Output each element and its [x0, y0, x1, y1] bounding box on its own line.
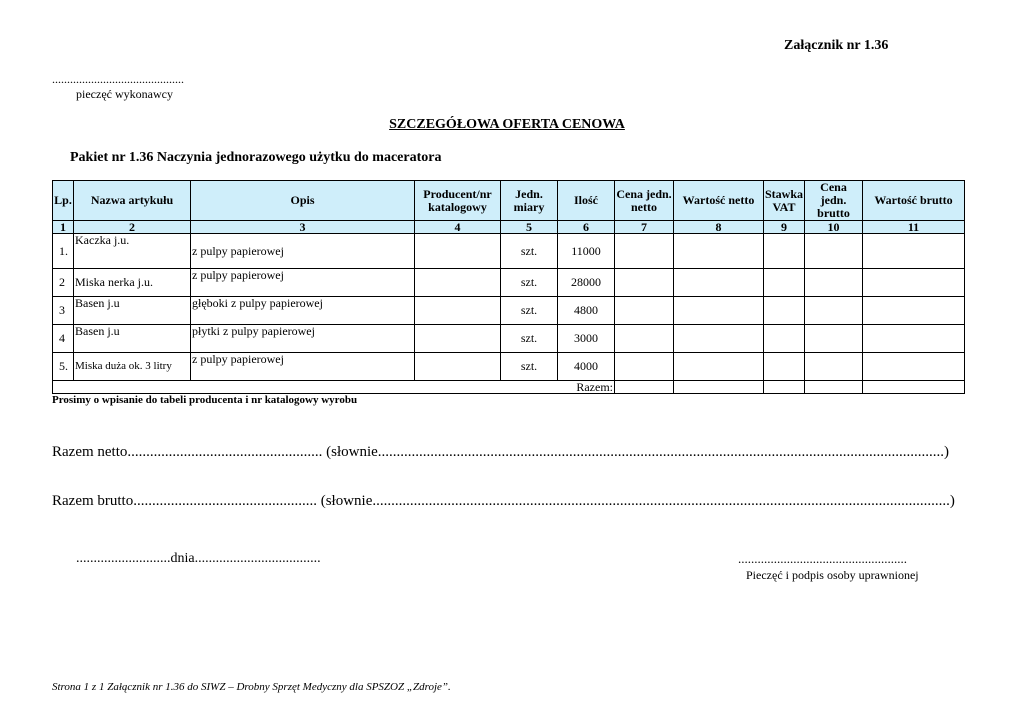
col-header-net-value: Wartość netto [674, 181, 764, 221]
column-number: 5 [501, 221, 558, 234]
row-qty: 3000 [558, 325, 615, 353]
row-gross-unit-price-cell[interactable] [805, 353, 863, 381]
row-net-value-cell[interactable] [674, 269, 764, 297]
col-header-qty: Ilość [558, 181, 615, 221]
row-qty: 11000 [558, 234, 615, 269]
table-row [53, 269, 965, 297]
document-title: SZCZEGÓŁOWA OFERTA CENOWA [389, 117, 625, 132]
row-vat-cell[interactable] [764, 234, 805, 269]
row-unit: szt. [501, 269, 558, 297]
col-header-gross-unit-price: Cena jedn. brutto [805, 181, 863, 221]
column-number: 9 [764, 221, 805, 234]
seal-label: pieczęć wykonawcy [76, 87, 173, 101]
row-vat-cell[interactable] [764, 325, 805, 353]
row-producer-cell[interactable] [415, 353, 501, 381]
package-title: Pakiet nr 1.36 Naczynia jednorazowego użytku do maceratora [70, 150, 442, 165]
column-number: 10 [805, 221, 863, 234]
row-desc: płytki z pulpy papierowej [191, 325, 415, 353]
row-vat-cell[interactable] [764, 353, 805, 381]
total-label: Razem: [53, 381, 615, 394]
column-number-row [53, 221, 965, 234]
page-footer: Strona 1 z 1 Załącznik nr 1.36 do SIWZ – Drobny Sprzęt Medyczny dla SPSZOZ „Zdroje”. [52, 681, 451, 693]
col-header-vat: Stawka VAT [764, 181, 805, 221]
table-row [53, 297, 965, 325]
row-desc: z pulpy papierowej [191, 234, 415, 269]
seal-signature-line: ............................................ [52, 72, 184, 86]
row-qty: 28000 [558, 269, 615, 297]
table-header-row [53, 181, 965, 221]
row-unit: szt. [501, 353, 558, 381]
table-row [53, 325, 965, 353]
row-desc: z pulpy papierowej [191, 353, 415, 381]
column-number: 7 [615, 221, 674, 234]
total-net-value-cell[interactable] [674, 381, 764, 394]
gross-total-line: Razem brutto................................................. (słownie..........................................................................................................................................................) [52, 493, 955, 509]
total-gross-unit-price-cell[interactable] [805, 381, 863, 394]
column-number: 6 [558, 221, 615, 234]
row-net-value-cell[interactable] [674, 234, 764, 269]
row-qty: 4800 [558, 297, 615, 325]
row-gross-value-cell[interactable] [863, 325, 965, 353]
row-net-value-cell[interactable] [674, 297, 764, 325]
row-gross-value-cell[interactable] [863, 297, 965, 325]
row-gross-unit-price-cell[interactable] [805, 234, 863, 269]
row-name: Miska duża ok. 3 litry [74, 353, 191, 381]
row-desc: z pulpy papierowej [191, 269, 415, 297]
row-unit-price-cell[interactable] [615, 325, 674, 353]
row-unit-price-cell[interactable] [615, 297, 674, 325]
instruction-note: Prosimy o wpisanie do tabeli producenta i nr katalogowy wyrobu [52, 394, 358, 406]
total-row [53, 381, 965, 394]
row-name: Miska nerka j.u. [74, 269, 191, 297]
column-number: 2 [74, 221, 191, 234]
row-gross-value-cell[interactable] [863, 269, 965, 297]
row-gross-value-cell[interactable] [863, 353, 965, 381]
col-header-lp: Lp. [53, 181, 74, 221]
row-gross-unit-price-cell[interactable] [805, 269, 863, 297]
table-row [53, 353, 965, 381]
col-header-unit-price: Cena jedn. netto [615, 181, 674, 221]
row-vat-cell[interactable] [764, 269, 805, 297]
row-producer-cell[interactable] [415, 325, 501, 353]
row-lp: 3 [53, 297, 74, 325]
attachment-number: Załącznik nr 1.36 [784, 38, 889, 53]
row-net-value-cell[interactable] [674, 353, 764, 381]
row-lp: 1. [53, 234, 74, 269]
column-number: 3 [191, 221, 415, 234]
signature-line: .................................................... [738, 551, 907, 566]
row-unit-price-cell[interactable] [615, 353, 674, 381]
table-row [53, 234, 965, 269]
col-header-producer: Producent/nr katalogowy [415, 181, 501, 221]
row-desc: głęboki z pulpy papierowej [191, 297, 415, 325]
row-name: Basen j.u [74, 325, 191, 353]
row-name: Basen j.u [74, 297, 191, 325]
net-total-line: Razem netto.................................................... (słownie.......................................................................................................................................................) [52, 444, 950, 460]
column-number: 1 [53, 221, 74, 234]
row-unit: szt. [501, 234, 558, 269]
row-producer-cell[interactable] [415, 234, 501, 269]
col-header-gross-value: Wartość brutto [863, 181, 965, 221]
row-unit: szt. [501, 325, 558, 353]
col-header-name: Nazwa artykułu [74, 181, 191, 221]
column-number: 8 [674, 221, 764, 234]
row-lp: 5. [53, 353, 74, 381]
total-vat-cell[interactable] [764, 381, 805, 394]
date-line: ...........................dnia.................................... [76, 551, 321, 566]
col-header-desc: Opis [191, 181, 415, 221]
signature-label: Pieczęć i podpis osoby uprawnionej [746, 568, 919, 582]
row-producer-cell[interactable] [415, 269, 501, 297]
row-unit: szt. [501, 297, 558, 325]
row-gross-unit-price-cell[interactable] [805, 325, 863, 353]
row-name: Kaczka j.u. [74, 234, 191, 269]
column-number: 4 [415, 221, 501, 234]
row-gross-value-cell[interactable] [863, 234, 965, 269]
row-gross-unit-price-cell[interactable] [805, 297, 863, 325]
row-unit-price-cell[interactable] [615, 269, 674, 297]
row-unit-price-cell[interactable] [615, 234, 674, 269]
row-net-value-cell[interactable] [674, 325, 764, 353]
price-offer-table [52, 180, 965, 394]
row-lp: 2 [53, 269, 74, 297]
total-gross-value-cell[interactable] [863, 381, 965, 394]
col-header-unit: Jedn. miary [501, 181, 558, 221]
total-unit-price-cell[interactable] [615, 381, 674, 394]
row-producer-cell[interactable] [415, 297, 501, 325]
row-qty: 4000 [558, 353, 615, 381]
column-number: 11 [863, 221, 965, 234]
row-lp: 4 [53, 325, 74, 353]
row-vat-cell[interactable] [764, 297, 805, 325]
